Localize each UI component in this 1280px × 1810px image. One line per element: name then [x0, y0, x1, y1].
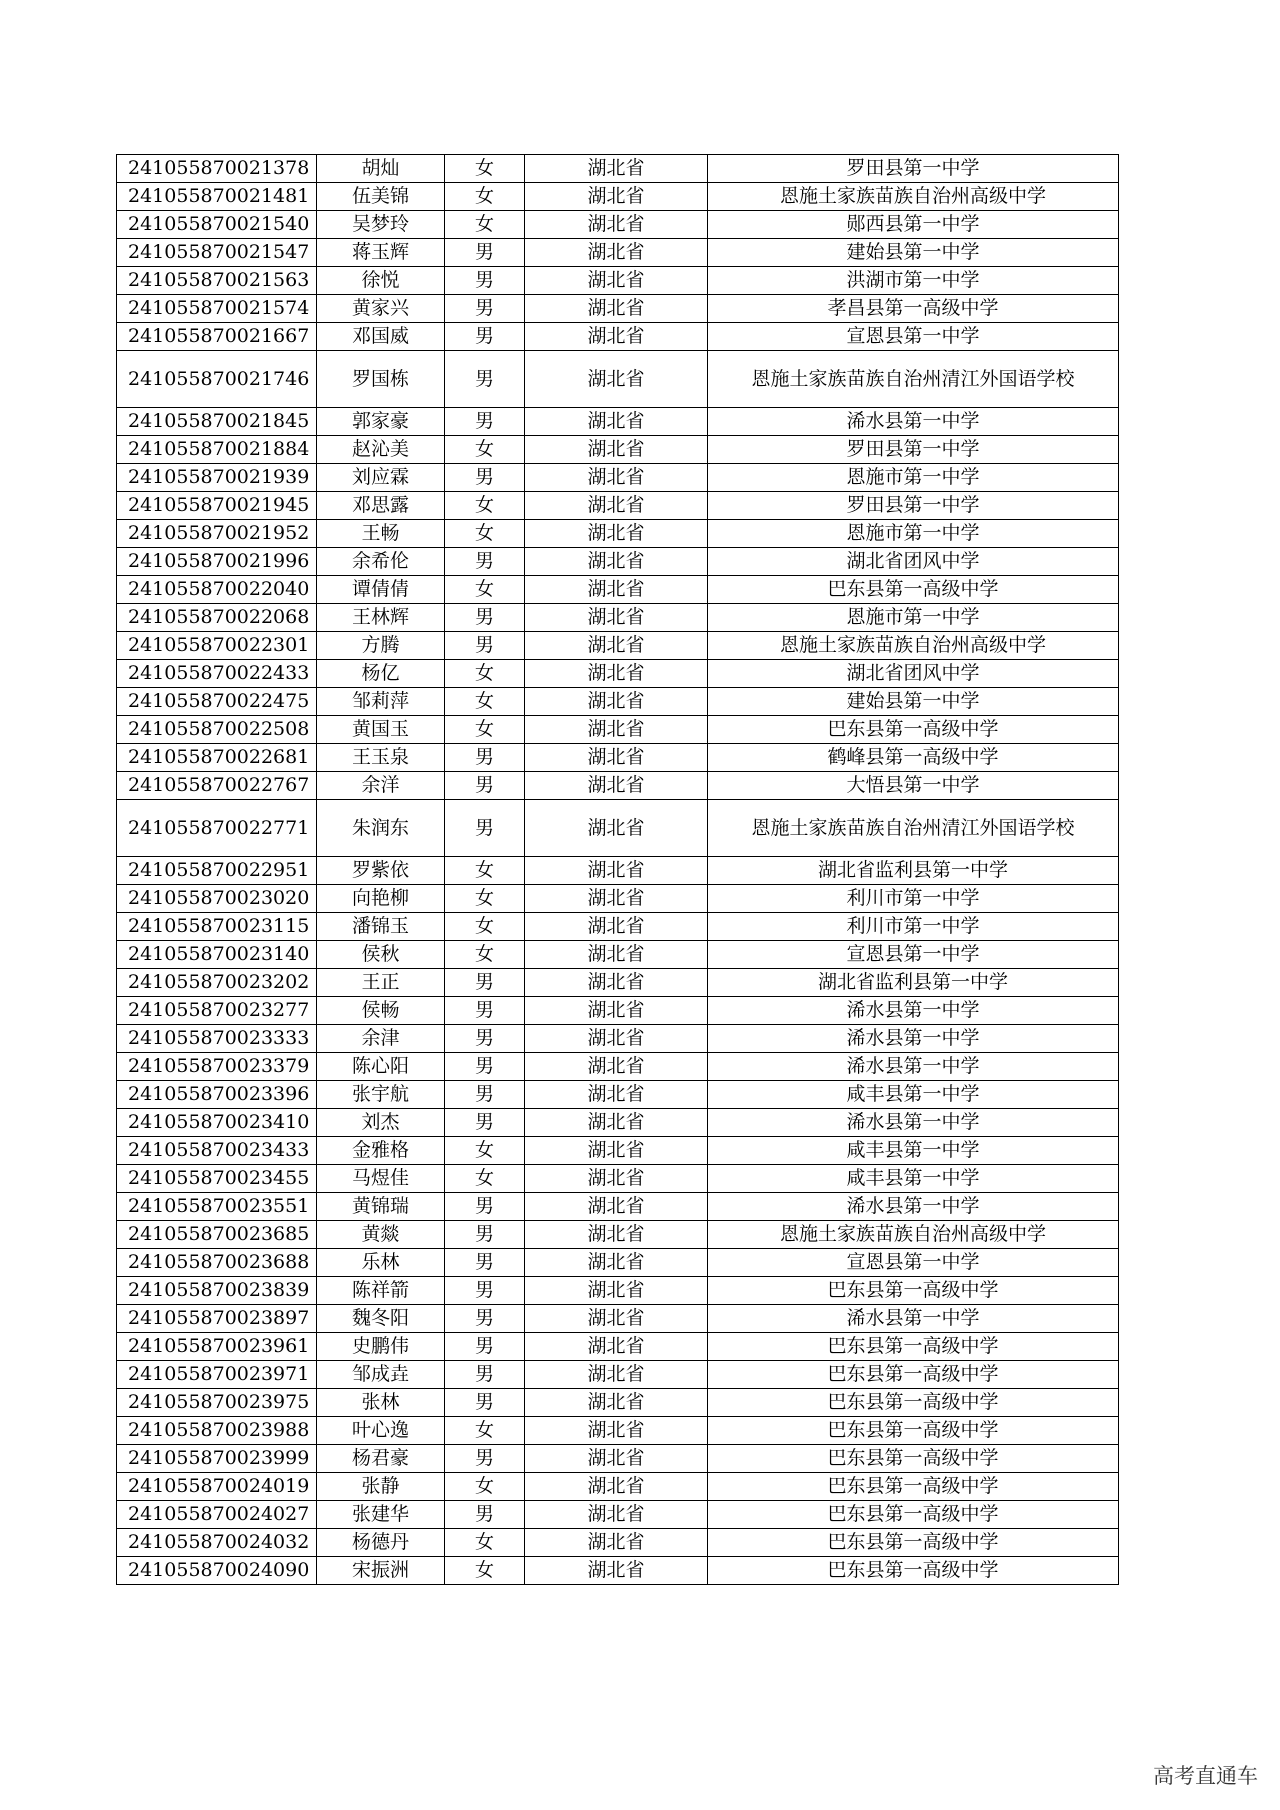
candidate-id-cell: 241055870023333: [117, 1025, 317, 1053]
province-cell: 湖北省: [525, 492, 708, 520]
name-cell: 叶心逸: [317, 1417, 445, 1445]
school-cell: 宣恩县第一中学: [708, 1249, 1119, 1277]
province-cell: 湖北省: [525, 1137, 708, 1165]
gender-cell: 女: [445, 1417, 525, 1445]
school-cell: 恩施土家族苗族自治州高级中学: [708, 183, 1119, 211]
gender-cell: 男: [445, 997, 525, 1025]
table-row: [117, 997, 1119, 1025]
name-cell: 王畅: [317, 520, 445, 548]
candidate-id-cell: 241055870021945: [117, 492, 317, 520]
school-cell: 宣恩县第一中学: [708, 941, 1119, 969]
school-cell: 巴东县第一高级中学: [708, 1333, 1119, 1361]
name-cell: 方腾: [317, 632, 445, 660]
name-cell: 向艳柳: [317, 885, 445, 913]
name-cell: 史鹏伟: [317, 1333, 445, 1361]
name-cell: 赵沁美: [317, 436, 445, 464]
table-row: [117, 1221, 1119, 1249]
province-cell: 湖北省: [525, 688, 708, 716]
school-cell: 鹤峰县第一高级中学: [708, 744, 1119, 772]
school-cell: 湖北省团风中学: [708, 548, 1119, 576]
candidate-id-cell: 241055870023988: [117, 1417, 317, 1445]
candidate-id-cell: 241055870022068: [117, 604, 317, 632]
school-cell: 巴东县第一高级中学: [708, 1361, 1119, 1389]
candidate-id-cell: 241055870023455: [117, 1165, 317, 1193]
gender-cell: 女: [445, 1557, 525, 1585]
table-row: [117, 464, 1119, 492]
school-cell: 巴东县第一高级中学: [708, 1277, 1119, 1305]
candidate-id-cell: 241055870021746: [117, 351, 317, 408]
province-cell: 湖北省: [525, 913, 708, 941]
province-cell: 湖北省: [525, 1557, 708, 1585]
table-row: [117, 576, 1119, 604]
name-cell: 王玉泉: [317, 744, 445, 772]
candidate-id-cell: 241055870023999: [117, 1445, 317, 1473]
candidate-id-cell: 241055870022433: [117, 660, 317, 688]
gender-cell: 男: [445, 1277, 525, 1305]
candidate-id-cell: 241055870024027: [117, 1501, 317, 1529]
province-cell: 湖北省: [525, 464, 708, 492]
table-row: [117, 1277, 1119, 1305]
province-cell: 湖北省: [525, 1249, 708, 1277]
table-row: [117, 941, 1119, 969]
school-cell: 罗田县第一中学: [708, 436, 1119, 464]
gender-cell: 男: [445, 1305, 525, 1333]
school-cell: 郧西县第一中学: [708, 211, 1119, 239]
name-cell: 侯秋: [317, 941, 445, 969]
province-cell: 湖北省: [525, 885, 708, 913]
school-cell: 恩施土家族苗族自治州清江外国语学校: [708, 351, 1119, 408]
province-cell: 湖北省: [525, 1193, 708, 1221]
province-cell: 湖北省: [525, 323, 708, 351]
watermark-text: 高考直通车: [1153, 1764, 1258, 1788]
name-cell: 杨德丹: [317, 1529, 445, 1557]
school-cell: 巴东县第一高级中学: [708, 1557, 1119, 1585]
table-row: [117, 1473, 1119, 1501]
table-row: [117, 1557, 1119, 1585]
name-cell: 侯畅: [317, 997, 445, 1025]
table-row: [117, 716, 1119, 744]
candidate-id-cell: 241055870023433: [117, 1137, 317, 1165]
candidate-id-cell: 241055870023897: [117, 1305, 317, 1333]
gender-cell: 男: [445, 548, 525, 576]
school-cell: 浠水县第一中学: [708, 408, 1119, 436]
name-cell: 邹莉萍: [317, 688, 445, 716]
school-cell: 巴东县第一高级中学: [708, 1501, 1119, 1529]
name-cell: 刘杰: [317, 1109, 445, 1137]
school-cell: 宣恩县第一中学: [708, 323, 1119, 351]
candidate-id-cell: 241055870023140: [117, 941, 317, 969]
candidate-id-cell: 241055870022767: [117, 772, 317, 800]
table-row: [117, 1081, 1119, 1109]
table-row: [117, 885, 1119, 913]
candidate-id-cell: 241055870021481: [117, 183, 317, 211]
province-cell: 湖北省: [525, 660, 708, 688]
candidate-id-cell: 241055870023379: [117, 1053, 317, 1081]
name-cell: 刘应霖: [317, 464, 445, 492]
gender-cell: 男: [445, 464, 525, 492]
candidate-id-cell: 241055870022951: [117, 857, 317, 885]
school-cell: 利川市第一中学: [708, 885, 1119, 913]
name-cell: 王林辉: [317, 604, 445, 632]
school-cell: 咸丰县第一中学: [708, 1081, 1119, 1109]
name-cell: 谭倩倩: [317, 576, 445, 604]
candidate-id-cell: 241055870022771: [117, 800, 317, 857]
province-cell: 湖北省: [525, 1109, 708, 1137]
school-cell: 建始县第一中学: [708, 239, 1119, 267]
table-row: [117, 295, 1119, 323]
province-cell: 湖北省: [525, 183, 708, 211]
province-cell: 湖北省: [525, 1389, 708, 1417]
table-row: [117, 1053, 1119, 1081]
name-cell: 吴梦玲: [317, 211, 445, 239]
province-cell: 湖北省: [525, 997, 708, 1025]
table-row: [117, 1529, 1119, 1557]
province-cell: 湖北省: [525, 576, 708, 604]
province-cell: 湖北省: [525, 1361, 708, 1389]
gender-cell: 男: [445, 1361, 525, 1389]
table-row: [117, 492, 1119, 520]
name-cell: 伍美锦: [317, 183, 445, 211]
name-cell: 乐林: [317, 1249, 445, 1277]
name-cell: 黄燚: [317, 1221, 445, 1249]
school-cell: 利川市第一中学: [708, 913, 1119, 941]
candidate-id-cell: 241055870022508: [117, 716, 317, 744]
school-cell: 浠水县第一中学: [708, 1305, 1119, 1333]
province-cell: 湖北省: [525, 520, 708, 548]
gender-cell: 女: [445, 211, 525, 239]
school-cell: 恩施市第一中学: [708, 604, 1119, 632]
gender-cell: 女: [445, 576, 525, 604]
name-cell: 马煜佳: [317, 1165, 445, 1193]
school-cell: 湖北省团风中学: [708, 660, 1119, 688]
table-row: [117, 604, 1119, 632]
table-row: [117, 1361, 1119, 1389]
school-cell: 浠水县第一中学: [708, 1193, 1119, 1221]
school-cell: 恩施土家族苗族自治州清江外国语学校: [708, 800, 1119, 857]
table-row: [117, 155, 1119, 183]
gender-cell: 女: [445, 492, 525, 520]
gender-cell: 男: [445, 1025, 525, 1053]
table-row: [117, 688, 1119, 716]
roster-rows: [117, 155, 1119, 1585]
gender-cell: 男: [445, 1109, 525, 1137]
candidate-id-cell: 241055870022040: [117, 576, 317, 604]
name-cell: 余津: [317, 1025, 445, 1053]
school-cell: 巴东县第一高级中学: [708, 1417, 1119, 1445]
province-cell: 湖北省: [525, 267, 708, 295]
table-row: [117, 632, 1119, 660]
name-cell: 宋振洲: [317, 1557, 445, 1585]
table-row: [117, 1137, 1119, 1165]
gender-cell: 女: [445, 183, 525, 211]
name-cell: 张林: [317, 1389, 445, 1417]
gender-cell: 女: [445, 155, 525, 183]
province-cell: 湖北省: [525, 1473, 708, 1501]
candidate-id-cell: 241055870023410: [117, 1109, 317, 1137]
table-row: [117, 267, 1119, 295]
candidate-id-cell: 241055870021378: [117, 155, 317, 183]
province-cell: 湖北省: [525, 604, 708, 632]
table-row: [117, 857, 1119, 885]
school-cell: 巴东县第一高级中学: [708, 1473, 1119, 1501]
table-row: [117, 239, 1119, 267]
candidate-id-cell: 241055870021845: [117, 408, 317, 436]
name-cell: 余希伦: [317, 548, 445, 576]
candidate-id-cell: 241055870021547: [117, 239, 317, 267]
candidate-id-cell: 241055870021540: [117, 211, 317, 239]
gender-cell: 男: [445, 1053, 525, 1081]
gender-cell: 男: [445, 1333, 525, 1361]
province-cell: 湖北省: [525, 211, 708, 239]
table-row: [117, 436, 1119, 464]
province-cell: 湖北省: [525, 1305, 708, 1333]
table-row: [117, 1249, 1119, 1277]
gender-cell: 男: [445, 1081, 525, 1109]
name-cell: 金雅格: [317, 1137, 445, 1165]
gender-cell: 女: [445, 716, 525, 744]
candidate-id-cell: 241055870023551: [117, 1193, 317, 1221]
candidate-id-cell: 241055870023277: [117, 997, 317, 1025]
table-row: [117, 1193, 1119, 1221]
candidate-id-cell: 241055870021667: [117, 323, 317, 351]
school-cell: 巴东县第一高级中学: [708, 576, 1119, 604]
table-row: [117, 408, 1119, 436]
gender-cell: 男: [445, 1501, 525, 1529]
school-cell: 浠水县第一中学: [708, 997, 1119, 1025]
name-cell: 蒋玉辉: [317, 239, 445, 267]
table-row: [117, 1445, 1119, 1473]
school-cell: 恩施土家族苗族自治州高级中学: [708, 632, 1119, 660]
province-cell: 湖北省: [525, 1417, 708, 1445]
name-cell: 郭家豪: [317, 408, 445, 436]
table-row: [117, 1109, 1119, 1137]
gender-cell: 男: [445, 295, 525, 323]
candidate-id-cell: 241055870023975: [117, 1389, 317, 1417]
candidate-id-cell: 241055870022301: [117, 632, 317, 660]
table-row: [117, 548, 1119, 576]
candidate-id-cell: 241055870023839: [117, 1277, 317, 1305]
name-cell: 陈祥箭: [317, 1277, 445, 1305]
province-cell: 湖北省: [525, 295, 708, 323]
province-cell: 湖北省: [525, 239, 708, 267]
name-cell: 魏冬阳: [317, 1305, 445, 1333]
gender-cell: 女: [445, 520, 525, 548]
gender-cell: 女: [445, 913, 525, 941]
table-row: [117, 913, 1119, 941]
school-cell: 湖北省监利县第一中学: [708, 857, 1119, 885]
gender-cell: 男: [445, 267, 525, 295]
gender-cell: 男: [445, 800, 525, 857]
school-cell: 恩施市第一中学: [708, 464, 1119, 492]
school-cell: 洪湖市第一中学: [708, 267, 1119, 295]
province-cell: 湖北省: [525, 408, 708, 436]
school-cell: 恩施市第一中学: [708, 520, 1119, 548]
province-cell: 湖北省: [525, 1333, 708, 1361]
province-cell: 湖北省: [525, 155, 708, 183]
gender-cell: 男: [445, 239, 525, 267]
name-cell: 朱润东: [317, 800, 445, 857]
school-cell: 咸丰县第一中学: [708, 1137, 1119, 1165]
name-cell: 潘锦玉: [317, 913, 445, 941]
school-cell: 巴东县第一高级中学: [708, 1389, 1119, 1417]
gender-cell: 男: [445, 632, 525, 660]
candidate-id-cell: 241055870023688: [117, 1249, 317, 1277]
name-cell: 陈心阳: [317, 1053, 445, 1081]
gender-cell: 女: [445, 436, 525, 464]
candidate-id-cell: 241055870023971: [117, 1361, 317, 1389]
name-cell: 黄国玉: [317, 716, 445, 744]
school-cell: 咸丰县第一中学: [708, 1165, 1119, 1193]
province-cell: 湖北省: [525, 716, 708, 744]
name-cell: 胡灿: [317, 155, 445, 183]
table-row: [117, 1389, 1119, 1417]
gender-cell: 女: [445, 1529, 525, 1557]
school-cell: 浠水县第一中学: [708, 1109, 1119, 1137]
name-cell: 邓国威: [317, 323, 445, 351]
province-cell: 湖北省: [525, 1529, 708, 1557]
table-row: [117, 323, 1119, 351]
gender-cell: 男: [445, 969, 525, 997]
province-cell: 湖北省: [525, 1081, 708, 1109]
table-row: [117, 1305, 1119, 1333]
candidate-id-cell: 241055870023685: [117, 1221, 317, 1249]
candidate-id-cell: 241055870023020: [117, 885, 317, 913]
name-cell: 余洋: [317, 772, 445, 800]
candidate-id-cell: 241055870024032: [117, 1529, 317, 1557]
gender-cell: 男: [445, 1389, 525, 1417]
candidate-id-cell: 241055870023961: [117, 1333, 317, 1361]
gender-cell: 男: [445, 323, 525, 351]
school-cell: 巴东县第一高级中学: [708, 716, 1119, 744]
school-cell: 建始县第一中学: [708, 688, 1119, 716]
gender-cell: 女: [445, 1137, 525, 1165]
school-cell: 巴东县第一高级中学: [708, 1445, 1119, 1473]
gender-cell: 男: [445, 744, 525, 772]
candidate-id-cell: 241055870021563: [117, 267, 317, 295]
school-cell: 孝昌县第一高级中学: [708, 295, 1119, 323]
province-cell: 湖北省: [525, 1025, 708, 1053]
province-cell: 湖北省: [525, 969, 708, 997]
candidate-id-cell: 241055870021996: [117, 548, 317, 576]
table-row: [117, 772, 1119, 800]
table-row: [117, 1165, 1119, 1193]
name-cell: 邓思露: [317, 492, 445, 520]
province-cell: 湖北省: [525, 1501, 708, 1529]
table-row: [117, 969, 1119, 997]
school-cell: 大悟县第一中学: [708, 772, 1119, 800]
province-cell: 湖北省: [525, 436, 708, 464]
gender-cell: 女: [445, 688, 525, 716]
table-row: [117, 351, 1119, 408]
name-cell: 张宇航: [317, 1081, 445, 1109]
gender-cell: 男: [445, 604, 525, 632]
school-cell: 湖北省监利县第一中学: [708, 969, 1119, 997]
candidate-id-cell: 241055870021884: [117, 436, 317, 464]
candidate-id-cell: 241055870023202: [117, 969, 317, 997]
candidate-id-cell: 241055870022681: [117, 744, 317, 772]
gender-cell: 男: [445, 772, 525, 800]
gender-cell: 女: [445, 1165, 525, 1193]
table-row: [117, 744, 1119, 772]
school-cell: 浠水县第一中学: [708, 1025, 1119, 1053]
table-row: [117, 1025, 1119, 1053]
school-cell: 恩施土家族苗族自治州高级中学: [708, 1221, 1119, 1249]
name-cell: 徐悦: [317, 267, 445, 295]
province-cell: 湖北省: [525, 632, 708, 660]
province-cell: 湖北省: [525, 1165, 708, 1193]
table-row: [117, 211, 1119, 239]
candidate-id-cell: 241055870022475: [117, 688, 317, 716]
gender-cell: 女: [445, 660, 525, 688]
gender-cell: 男: [445, 1221, 525, 1249]
province-cell: 湖北省: [525, 1221, 708, 1249]
gender-cell: 男: [445, 1445, 525, 1473]
province-cell: 湖北省: [525, 1277, 708, 1305]
table-row: [117, 800, 1119, 857]
candidate-id-cell: 241055870021574: [117, 295, 317, 323]
province-cell: 湖北省: [525, 1053, 708, 1081]
province-cell: 湖北省: [525, 744, 708, 772]
name-cell: 邹成垚: [317, 1361, 445, 1389]
province-cell: 湖北省: [525, 548, 708, 576]
school-cell: 浠水县第一中学: [708, 1053, 1119, 1081]
candidate-id-cell: 241055870023396: [117, 1081, 317, 1109]
gender-cell: 男: [445, 1193, 525, 1221]
name-cell: 黄锦瑞: [317, 1193, 445, 1221]
candidate-id-cell: 241055870023115: [117, 913, 317, 941]
table-row: [117, 1501, 1119, 1529]
candidate-id-cell: 241055870024019: [117, 1473, 317, 1501]
province-cell: 湖北省: [525, 857, 708, 885]
name-cell: 张静: [317, 1473, 445, 1501]
name-cell: 杨亿: [317, 660, 445, 688]
gender-cell: 女: [445, 1473, 525, 1501]
gender-cell: 女: [445, 857, 525, 885]
gender-cell: 男: [445, 408, 525, 436]
candidate-id-cell: 241055870024090: [117, 1557, 317, 1585]
gender-cell: 女: [445, 885, 525, 913]
gender-cell: 男: [445, 351, 525, 408]
gender-cell: 男: [445, 1249, 525, 1277]
candidate-id-cell: 241055870021952: [117, 520, 317, 548]
gender-cell: 女: [445, 941, 525, 969]
province-cell: 湖北省: [525, 351, 708, 408]
table-row: [117, 183, 1119, 211]
table-row: [117, 1333, 1119, 1361]
province-cell: 湖北省: [525, 941, 708, 969]
candidate-id-cell: 241055870021939: [117, 464, 317, 492]
school-cell: 罗田县第一中学: [708, 155, 1119, 183]
name-cell: 杨君豪: [317, 1445, 445, 1473]
province-cell: 湖北省: [525, 772, 708, 800]
table-row: [117, 520, 1119, 548]
school-cell: 巴东县第一高级中学: [708, 1529, 1119, 1557]
name-cell: 王正: [317, 969, 445, 997]
name-cell: 罗国栋: [317, 351, 445, 408]
province-cell: 湖北省: [525, 800, 708, 857]
name-cell: 罗紫依: [317, 857, 445, 885]
roster-table: [116, 154, 1119, 1585]
name-cell: 张建华: [317, 1501, 445, 1529]
name-cell: 黄家兴: [317, 295, 445, 323]
province-cell: 湖北省: [525, 1445, 708, 1473]
school-cell: 罗田县第一中学: [708, 492, 1119, 520]
table-row: [117, 660, 1119, 688]
table-row: [117, 1417, 1119, 1445]
